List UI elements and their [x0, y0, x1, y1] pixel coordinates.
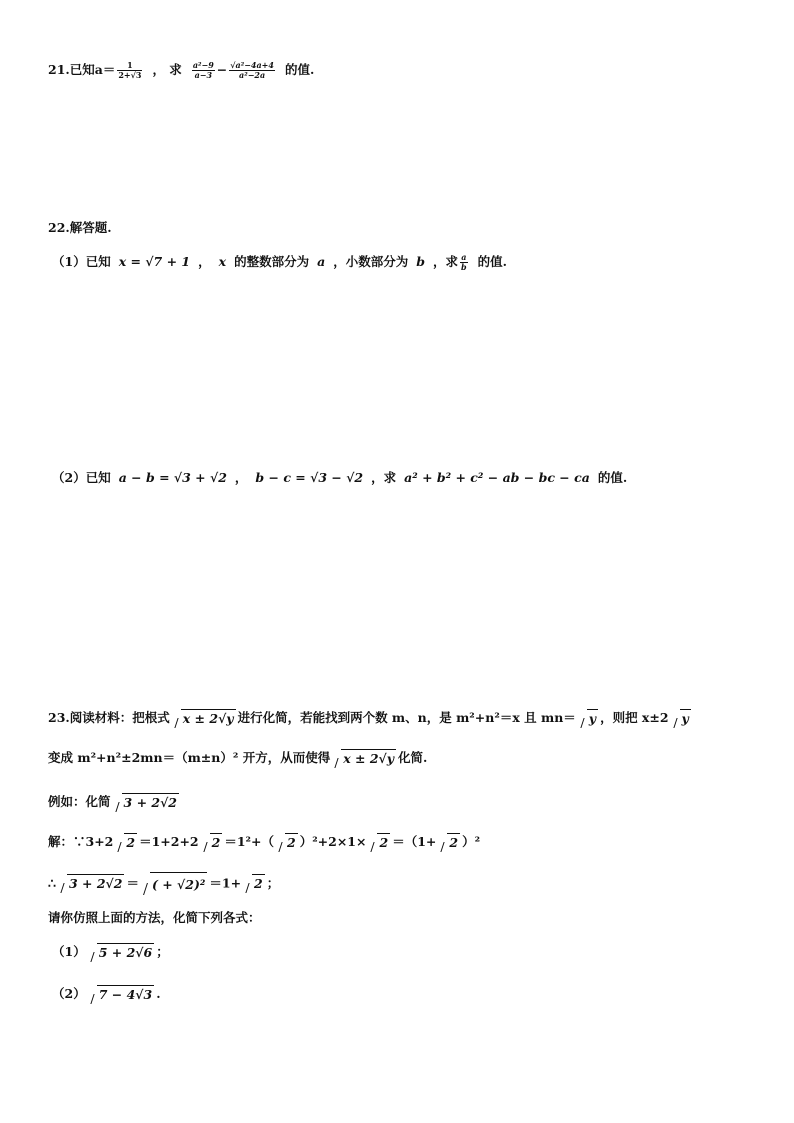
q23-l2-text-2: 化简. [398, 750, 428, 765]
q22-p2-text-1: ，求 [371, 470, 397, 485]
q23-l5-equals: ＝ [126, 875, 139, 891]
q23-l4-text-4: ）²+2×1× [299, 834, 367, 849]
q22-p1-fraction: $\frac{a}{b}$ [461, 252, 467, 272]
q23-line-8 [52, 984, 161, 1005]
q23-l4-radical-4: 2 [368, 833, 390, 853]
q22-p1-equation: x = √7 + 1 [118, 254, 191, 269]
q23-l8-radical: 7 − 4√3 [88, 985, 155, 1005]
q23-l4-text-5: ＝（1+ [392, 834, 437, 849]
q22-p1-text-4: 的值. [477, 254, 507, 269]
q23-l3-radical: 3 + 2√2 [113, 793, 180, 813]
q23-l5-radical-1: 3 + 2√2 [58, 874, 125, 894]
q22-p2-text-2: 的值. [597, 470, 628, 485]
q23-l5-therefore: ∴ [48, 875, 56, 891]
q23-l4-radical-5: 2 [438, 833, 460, 853]
q23-line-2 [48, 748, 427, 769]
q21-minus: − [216, 62, 228, 77]
q22-p1-a: a [317, 254, 326, 269]
q23-l8-label: （2） [52, 986, 86, 1001]
q23-line-5 [48, 872, 279, 896]
q23-l1-radical-1: x ± 2√y [172, 709, 236, 729]
q22-p2-equation-1: a − b = √3 + √2 [118, 470, 227, 485]
question-21 [48, 60, 314, 80]
q23-l4-text-2: ＝1+2+2 [139, 834, 199, 849]
q23-l3-text: 例如：化简 [48, 794, 111, 809]
q22-p1-comma: ， [198, 254, 211, 269]
q23-l1-text-2: 进行化简，若能找到两个数 m、n，是 m²+n²＝x 且 mn＝ [237, 710, 576, 725]
q21-prefix: 21.已知 [48, 62, 95, 77]
q23-l1-text-3: ，则把 x±2 [600, 710, 669, 725]
q23-l1-radical-3: y [671, 709, 691, 729]
q22-p2-comma: ， [234, 470, 248, 485]
q23-line-4 [48, 832, 480, 853]
q22-p2-expression: a² + b² + c² − ab − bc − ca [404, 470, 590, 485]
q22-p1-text-3: ，求 [432, 254, 458, 269]
q22-p1-x: x [218, 254, 227, 269]
q23-line-7 [52, 942, 169, 963]
q23-l2-text-1: 变成 m²+n²±2mn＝（m±n）² 开方，从而使得 [48, 750, 331, 765]
q23-line-3 [48, 792, 181, 813]
q22-part-2 [52, 468, 627, 488]
q23-l4-radical-1: 2 [115, 833, 137, 853]
q23-l1-text-1: 23.阅读材料：把根式 [48, 710, 170, 725]
q23-l5-text-2: ； [266, 875, 280, 891]
q22-p1-b: b [416, 254, 425, 269]
q21-suffix: 的值. [284, 62, 315, 77]
q23-line-1 [48, 708, 693, 729]
q23-l2-radical: x ± 2√y [332, 749, 396, 769]
q23-l7-text: ； [156, 944, 169, 959]
q21-fraction-2: $\frac{\text{√a²−4a+4}}{\text{a²−2a}}$ [230, 60, 274, 80]
q22-p1-label: （1）已知 [52, 254, 111, 269]
q22-part-1 [52, 252, 507, 272]
q23-l1-radical-2: y [578, 709, 598, 729]
q22-p2-label: （2）已知 [52, 470, 111, 485]
q23-l4-text-6: ）² [462, 834, 481, 849]
q21-fraction-1: $\frac{\text{a²−9}}{a-3}$ [192, 60, 214, 80]
q23-l4-text-1: 解：∵3+2 [48, 834, 114, 849]
q23-line-6: 请你仿照上面的方法，化简下列各式： [48, 910, 261, 925]
q21-a-fraction: $\frac{1}{2+√3}$ [118, 60, 142, 80]
q23-l8-text: . [156, 986, 161, 1001]
q23-l5-radical-2: ( + √2)² [141, 872, 207, 896]
q23-l4-radical-2: 2 [201, 833, 223, 853]
q23-l7-label: （1） [52, 944, 86, 959]
q22-p2-equation-2: b − c = √3 − √2 [255, 470, 364, 485]
q22-p1-text-1: 的整数部分为 [234, 254, 310, 269]
q21-a-eq: a＝ [94, 62, 116, 77]
q21-mid: ， 求 [152, 62, 182, 77]
q22-title: 22.解答题. [48, 220, 112, 235]
q23-l5-text-1: ＝1+ [209, 875, 242, 891]
q23-l7-radical: 5 + 2√6 [88, 943, 155, 963]
q23-l5-radical-3: 2 [243, 874, 265, 894]
q23-l4-text-3: ＝1²+（ [224, 834, 274, 849]
q22-p1-text-2: ，小数部分为 [333, 254, 409, 269]
q23-l4-radical-3: 2 [276, 833, 298, 853]
